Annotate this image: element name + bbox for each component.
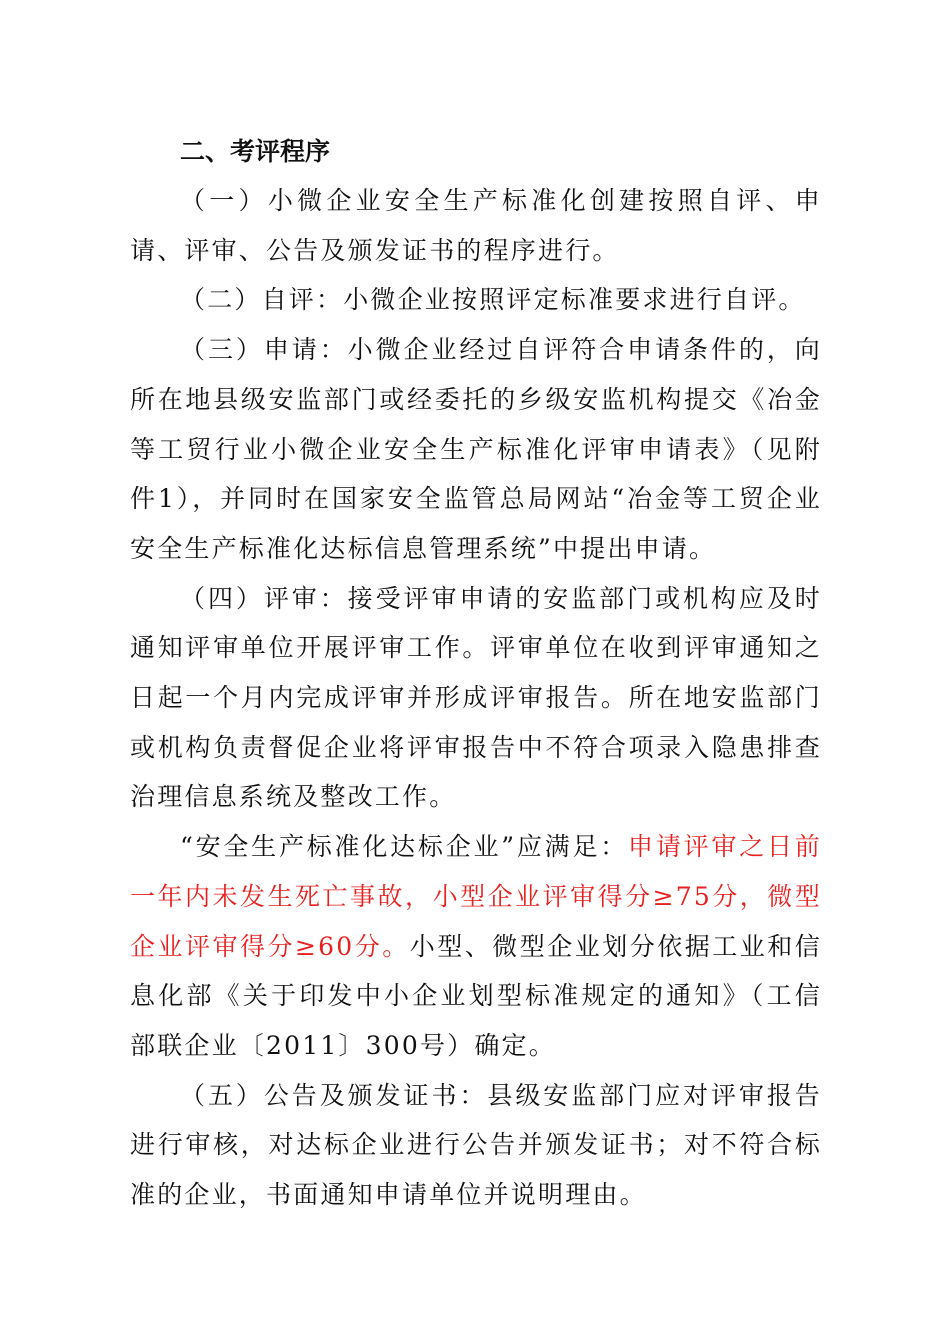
paragraph-review: （四）评审：接受评审申请的安监部门或机构应及时通知评审单位开展评审工作。评审单位在收到评审通知之日起一个月内完成评审并形成评审报告。所在地安监部门或机构负责督促企业将评审报告中不符合项录入隐患排查治理信息系统及整改工作。	[130, 583, 822, 812]
paragraph-procedure-overview: （一）小微企业安全生产标准化创建按照自评、申请、评审、公告及颁发证书的程序进行。	[130, 186, 822, 265]
section-heading: 二、考评程序	[180, 137, 331, 166]
paragraph-self-assessment: （二）自评：小微企业按照评定标准要求进行自评。	[180, 285, 806, 315]
document-body	[130, 128, 822, 1220]
requirements-highlight: 申请评审之日前一年内未发生死亡事故，小型企业评审得分≥75分，微型企业评审得分≥60分。	[130, 832, 823, 961]
requirements-classification: 小型、微型企业划分依据工业和信息化部《关于印发中小企业划型标准规定的通知》（工信部联企业〔2011〕300号）确定。	[130, 931, 822, 1060]
paragraph-announcement-certificate: （五）公告及颁发证书：县级安监部门应对评审报告进行审核，对达标企业进行公告并颁发证书；对不符合标准的企业，书面通知申请单位并说明理由。	[130, 1080, 822, 1210]
requirements-intro: “安全生产标准化达标企业”应满足：	[180, 832, 629, 862]
paragraph-application: （三）申请：小微企业经过自评符合申请条件的，向所在地县级安监部门或经委托的乡级安监机构提交《冶金等工贸行业小微企业安全生产标准化评审申请表》（见附件1），并同时在国家安全监管总局网站“冶金等工贸企业安全生产标准化达标信息管理系统”中提出申请。	[130, 335, 822, 563]
paragraph-standard-requirements	[130, 822, 822, 1071]
